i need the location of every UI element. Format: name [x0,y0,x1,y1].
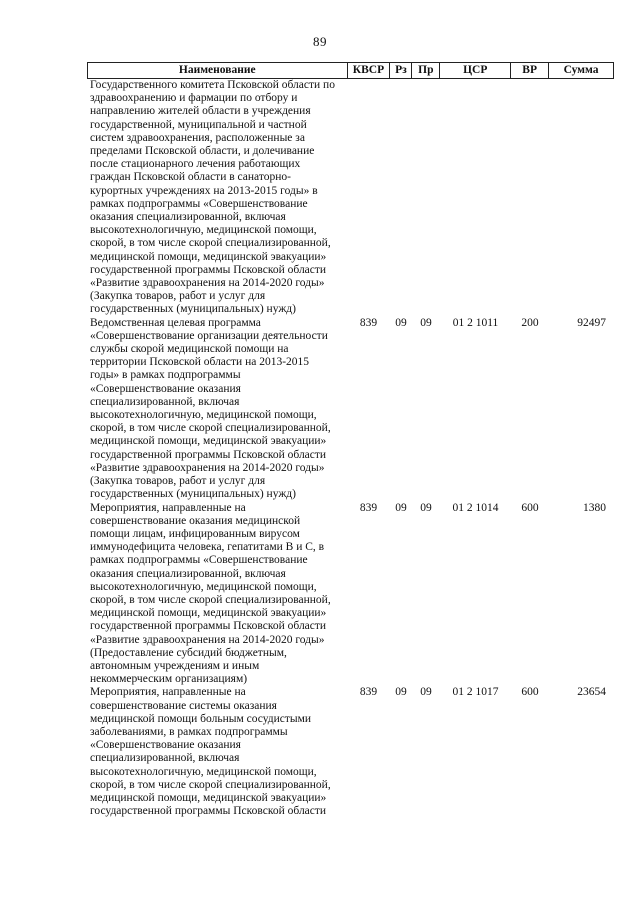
row-pr: 09 [420,316,432,329]
row-name-line: пределами Псковской области, и долечивание [90,145,315,158]
row-rz: 09 [395,501,407,514]
row-name [87,502,347,687]
page-number: 89 [313,34,327,49]
row-name-line: (Предоставление субсидий бюджетным, [90,646,287,659]
row-name-line: Мероприятия, направленные на [90,501,246,514]
row-name [87,686,347,818]
row-name-line: государственных (муниципальных) нужд) [90,303,296,316]
row-pr [412,79,440,317]
row-kvsr: 839 [359,501,378,514]
row-name-line: скорой, в том числе скорой специализированной, [90,778,331,791]
row-name-line: специализированной, включая [90,752,240,765]
row-sum: 92497 [577,316,606,329]
header-csr: ЦСР [440,63,511,78]
row-name-line: «Развитие здравоохранения на 2014-2020 годы» [90,633,325,646]
row-name-line: (Закупка товаров, работ и услуг для [90,475,266,488]
row-name-line: Ведомственная целевая программа [90,316,261,329]
row-name-line: после стационарного лечения работающих [90,158,301,171]
row-name-line: государственной программы Псковской области [90,620,327,633]
row-name-line: скорой, в том числе скорой специализированной, [90,237,331,250]
row-name [87,317,347,502]
budget-table [87,62,614,818]
row-rz: 09 [395,316,407,329]
table-row [87,502,614,687]
header-pr: Пр [412,63,440,78]
row-csr: 01 2 1011 [452,316,499,329]
table-row [87,686,614,818]
header-rz: Рз [390,63,412,78]
row-name-line: высокотехнологичную, медицинской помощи, [90,580,317,593]
header-kvsr: КВСР [348,63,391,78]
table-body [87,79,614,818]
row-name-line: медицинской помощи, медицинской эвакуации» [90,607,327,620]
row-name-line: государственных (муниципальных) нужд) [90,488,296,501]
row-name-line: Государственного комитета Псковской области по [90,79,335,91]
row-name-line: медицинской помощи, медицинской эвакуации» [90,791,327,804]
row-name-line: «Совершенствование оказания [90,382,241,395]
row-name-line: «Развитие здравоохранения на 2014-2020 годы» [90,461,325,474]
row-name-line: «Совершенствование оказания [90,739,241,752]
row-name-line: государственной, муниципальной и частной [90,118,307,131]
row-name-line: медицинской помощи, медицинской эвакуации» [90,435,327,448]
row-name-line: курортных учреждениях на 2013-2015 годы» в [90,184,318,197]
row-vr: 600 [521,501,539,514]
row-csr: 01 2 1017 [452,686,499,699]
row-name [87,79,347,317]
header-name: Наименование [88,63,348,78]
row-name-line: систем здравоохранения, расположенные за [90,131,305,144]
row-pr: 09 [420,686,432,699]
row-name-line: государственной программы Псковской области [90,448,327,461]
row-kvsr: 839 [359,686,378,699]
row-rz [390,79,412,317]
row-vr: 200 [521,316,539,329]
row-name-line: высокотехнологичную, медицинской помощи, [90,765,317,778]
row-kvsr: 839 [359,316,378,329]
row-name-line: «Совершенствование организации деятельности [90,329,328,342]
row-name-line: годы» в рамках подпрограммы [90,369,241,382]
row-name-line: оказания специализированной, включая [90,211,286,224]
row-name-line: скорой, в том числе скорой специализированной, [90,422,331,435]
table-row [87,317,614,502]
row-name-line: государственной программы Псковской области [90,263,327,276]
row-name-line: направлению жителей области в учреждения [90,105,311,118]
row-name-line: иммунодефицита человека, гепатитами В и С, в [90,541,325,554]
row-name-line: автономным учреждениям и иным [90,659,260,672]
row-name-line: медицинской помощи, медицинской эвакуации» [90,250,327,263]
row-name-line: Мероприятия, направленные на [90,686,246,699]
row-name-line: рамках подпрограммы «Совершенствование [90,197,308,210]
row-name-line: некоммерческим организациям) [90,673,248,686]
header-sum: Сумма [549,63,614,78]
row-name-line: специализированной, включая [90,395,240,408]
row-name-line: медицинской помощи больным сосудистыми [90,712,312,725]
row-name-line: высокотехнологичную, медицинской помощи, [90,224,317,237]
row-name-line: территории Псковской области на 2013-2015 [90,356,310,369]
row-name-line: рамках подпрограммы «Совершенствование [90,554,308,567]
row-vr: 600 [521,686,539,699]
row-name-line: оказания специализированной, включая [90,567,286,580]
header-vr: ВР [511,63,549,78]
row-sum [549,79,614,317]
row-name-line: помощи лицам, инфицированным вирусом [90,527,300,540]
row-name-line: службы скорой медицинской помощи на [90,343,289,356]
row-name-line: скорой, в том числе скорой специализированной, [90,593,331,606]
row-rz: 09 [395,686,407,699]
row-sum: 1380 [583,501,606,514]
row-name-line: (Закупка товаров, работ и услуг для [90,290,266,303]
row-kvsr [347,79,390,317]
row-pr: 09 [420,501,432,514]
row-csr [440,79,511,317]
row-name-line: высокотехнологичную, медицинской помощи, [90,409,317,422]
row-sum: 23654 [577,686,606,699]
row-name-line: «Развитие здравоохранения на 2014-2020 годы» [90,277,325,290]
row-name-line: здравоохранению и фармации по отбору и [90,92,298,105]
table-header [87,62,614,79]
row-name-line: государственной программы Псковской области [90,805,327,818]
row-vr [511,79,549,317]
row-name-line: совершенствование оказания медицинской [90,514,301,527]
row-csr: 01 2 1014 [452,501,499,514]
row-name-line: совершенствование системы оказания [90,699,277,712]
row-name-line: заболеваниями, в рамках подпрограммы [90,725,288,738]
row-name-line: граждан Псковской области в санаторно- [90,171,291,184]
table-row [87,79,614,317]
